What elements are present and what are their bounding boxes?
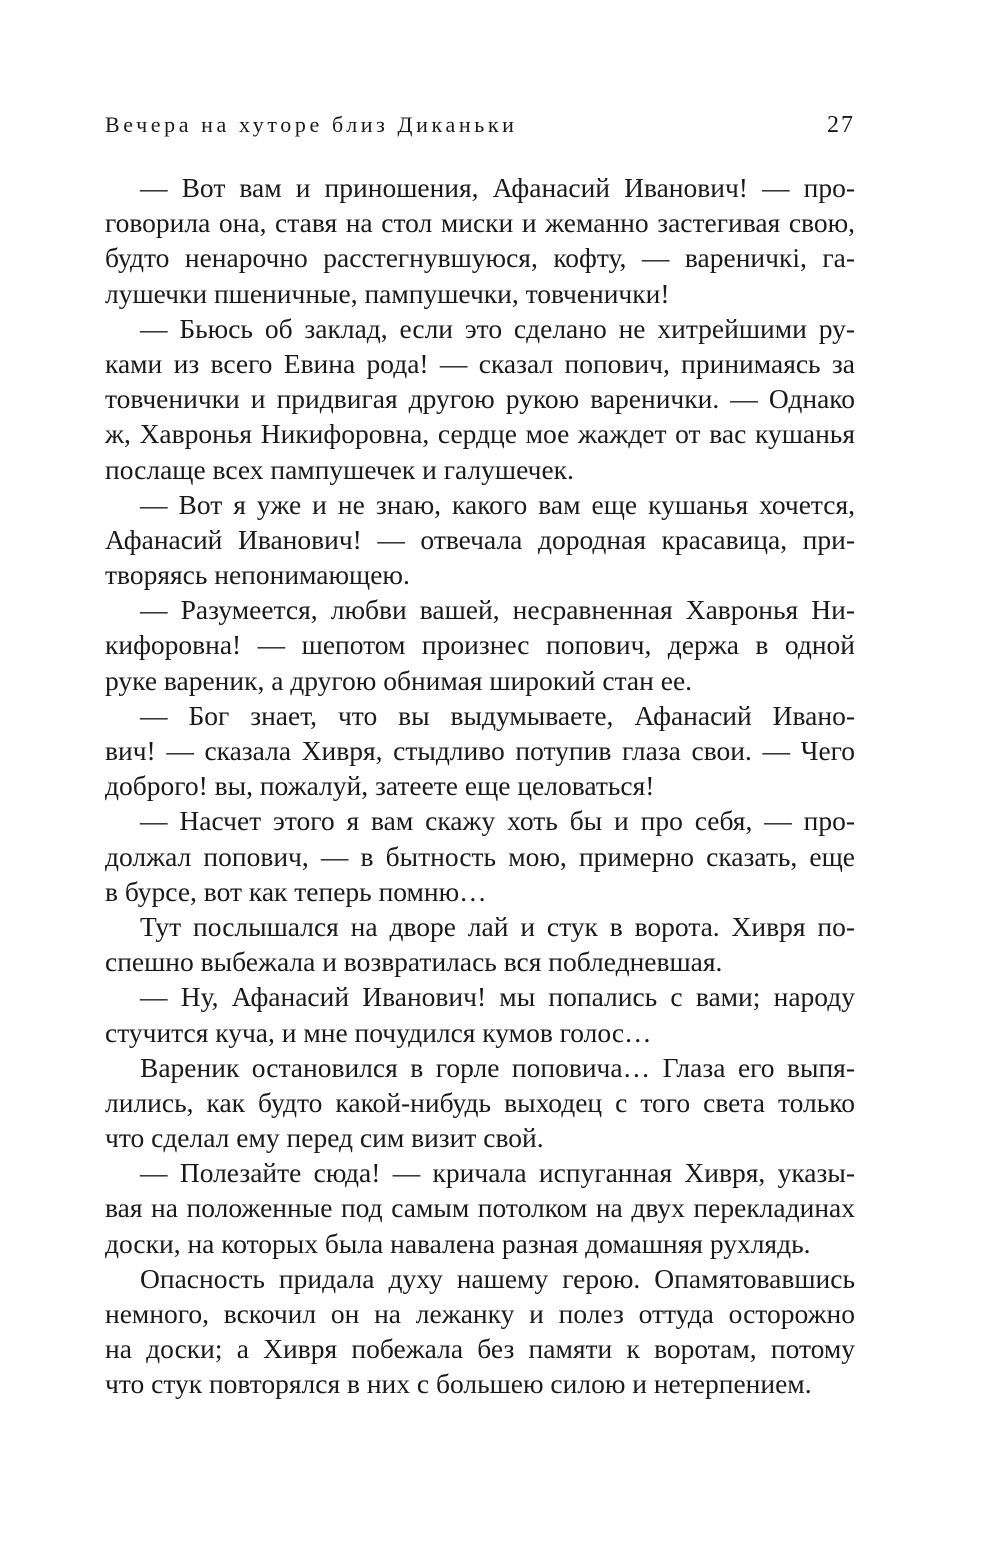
text-line: — Вот вам и приношения, Афанасий Иванович! — про- xyxy=(140,172,855,203)
text-line: вая на положенные под самым потолком на двух перекладинах xyxy=(105,1192,855,1224)
page-number: 27 xyxy=(827,112,855,138)
text-line: Опасность придала духу нашему герою. Опамятовавшись xyxy=(140,1262,855,1294)
text-line: — Полезайте сюда! — кричала испуганная Хивря, указы- xyxy=(140,1157,855,1189)
paragraph xyxy=(105,1261,855,1402)
text-line: кифоровна! — шепотом произнес попович, держа в одной xyxy=(105,629,855,661)
text-line: лились, как будто какой-нибудь выходец с того света только xyxy=(105,1086,855,1118)
running-head xyxy=(105,112,855,152)
text-line: Афанасий Иванович! — отвечала дородная красавица, при- xyxy=(105,523,855,555)
paragraph xyxy=(105,909,855,979)
text-line: лушечки пшеничные, пампушечки, товченички! xyxy=(105,277,670,309)
paragraph xyxy=(105,592,855,698)
text-line: доброго! вы, пожалуй, затеете еще целоваться! xyxy=(105,770,655,802)
paragraph xyxy=(105,1155,855,1261)
text-line: на доски; а Хивря побежала без памяти к воротам, потому xyxy=(105,1333,855,1365)
text-line: стучится куча, и мне почудился кумов голос… xyxy=(105,1016,652,1048)
text-line: ж, Хавронья Никифоровна, сердце мое жаждет от вас кушанья xyxy=(105,418,855,450)
text-line: послаще всех пампушечек и галушечек. xyxy=(105,453,574,485)
text-line: будто ненарочно расстегнувшуюся, кофту, — вареничкі, га- xyxy=(105,242,855,274)
text-line: — Ну, Афанасий Иванович! мы попались с вами; народу xyxy=(140,981,855,1013)
text-line: спешно выбежала и возвратилась вся побледневшая. xyxy=(105,946,723,978)
text-line: руке вареник, а другою обнимая широкий стан ее. xyxy=(105,664,693,696)
text-line: творяясь непонимающею. xyxy=(105,559,410,591)
book-page xyxy=(105,112,855,1402)
text-line: Тут послышался на дворе лай и стук в ворота. Хивря по- xyxy=(140,910,855,942)
text-line: говорила она, ставя на стол миски и жеманно застегивая свою, xyxy=(105,207,855,239)
text-line: что стук повторялся в них с большею силою и нетерпением. xyxy=(105,1368,812,1400)
paragraph xyxy=(105,698,855,804)
running-title: Вечера на хуторе близ Диканьки xyxy=(105,112,518,137)
paragraph xyxy=(105,487,855,593)
text-line: товченички и придвигая другою рукою варенички. — Однако xyxy=(105,383,855,415)
text-line: — Бог знает, что вы выдумываете, Афанасий Ивано- xyxy=(140,699,855,731)
text-line: Вареник остановился в горле поповича… Глаза его выпя- xyxy=(140,1051,855,1083)
text-line: — Бьюсь об заклад, если это сделано не хитрейшими ру- xyxy=(140,312,855,344)
body-text xyxy=(105,170,855,1402)
text-line: — Насчет этого я вам скажу хоть бы и про себя, — про- xyxy=(140,805,855,837)
text-line: доски, на которых была навалена разная домашняя рухлядь. xyxy=(105,1227,811,1259)
paragraph xyxy=(105,979,855,1049)
text-line: должал попович, — в бытность мою, примерно сказать, еще xyxy=(105,840,855,872)
paragraph xyxy=(105,170,855,311)
text-line: — Вот я уже и не знаю, какого вам еще кушанья хочется, xyxy=(140,488,855,520)
text-line: вич! — сказала Хивря, стыдливо потупив глаза свои. — Чего xyxy=(105,735,855,766)
text-line: — Разумеется, любви вашей, несравненная Хавронья Ни- xyxy=(140,594,855,626)
text-line: ками из всего Евина рода! — сказал попович, принимаясь за xyxy=(105,347,855,379)
text-line: в бурсе, вот как теперь помню… xyxy=(105,875,487,907)
paragraph xyxy=(105,311,855,487)
text-line: что сделал ему перед сим визит свой. xyxy=(105,1122,544,1154)
text-line: немного, вскочил он на лежанку и полез оттуда осторожно xyxy=(105,1298,855,1329)
paragraph xyxy=(105,803,855,909)
paragraph xyxy=(105,1050,855,1156)
